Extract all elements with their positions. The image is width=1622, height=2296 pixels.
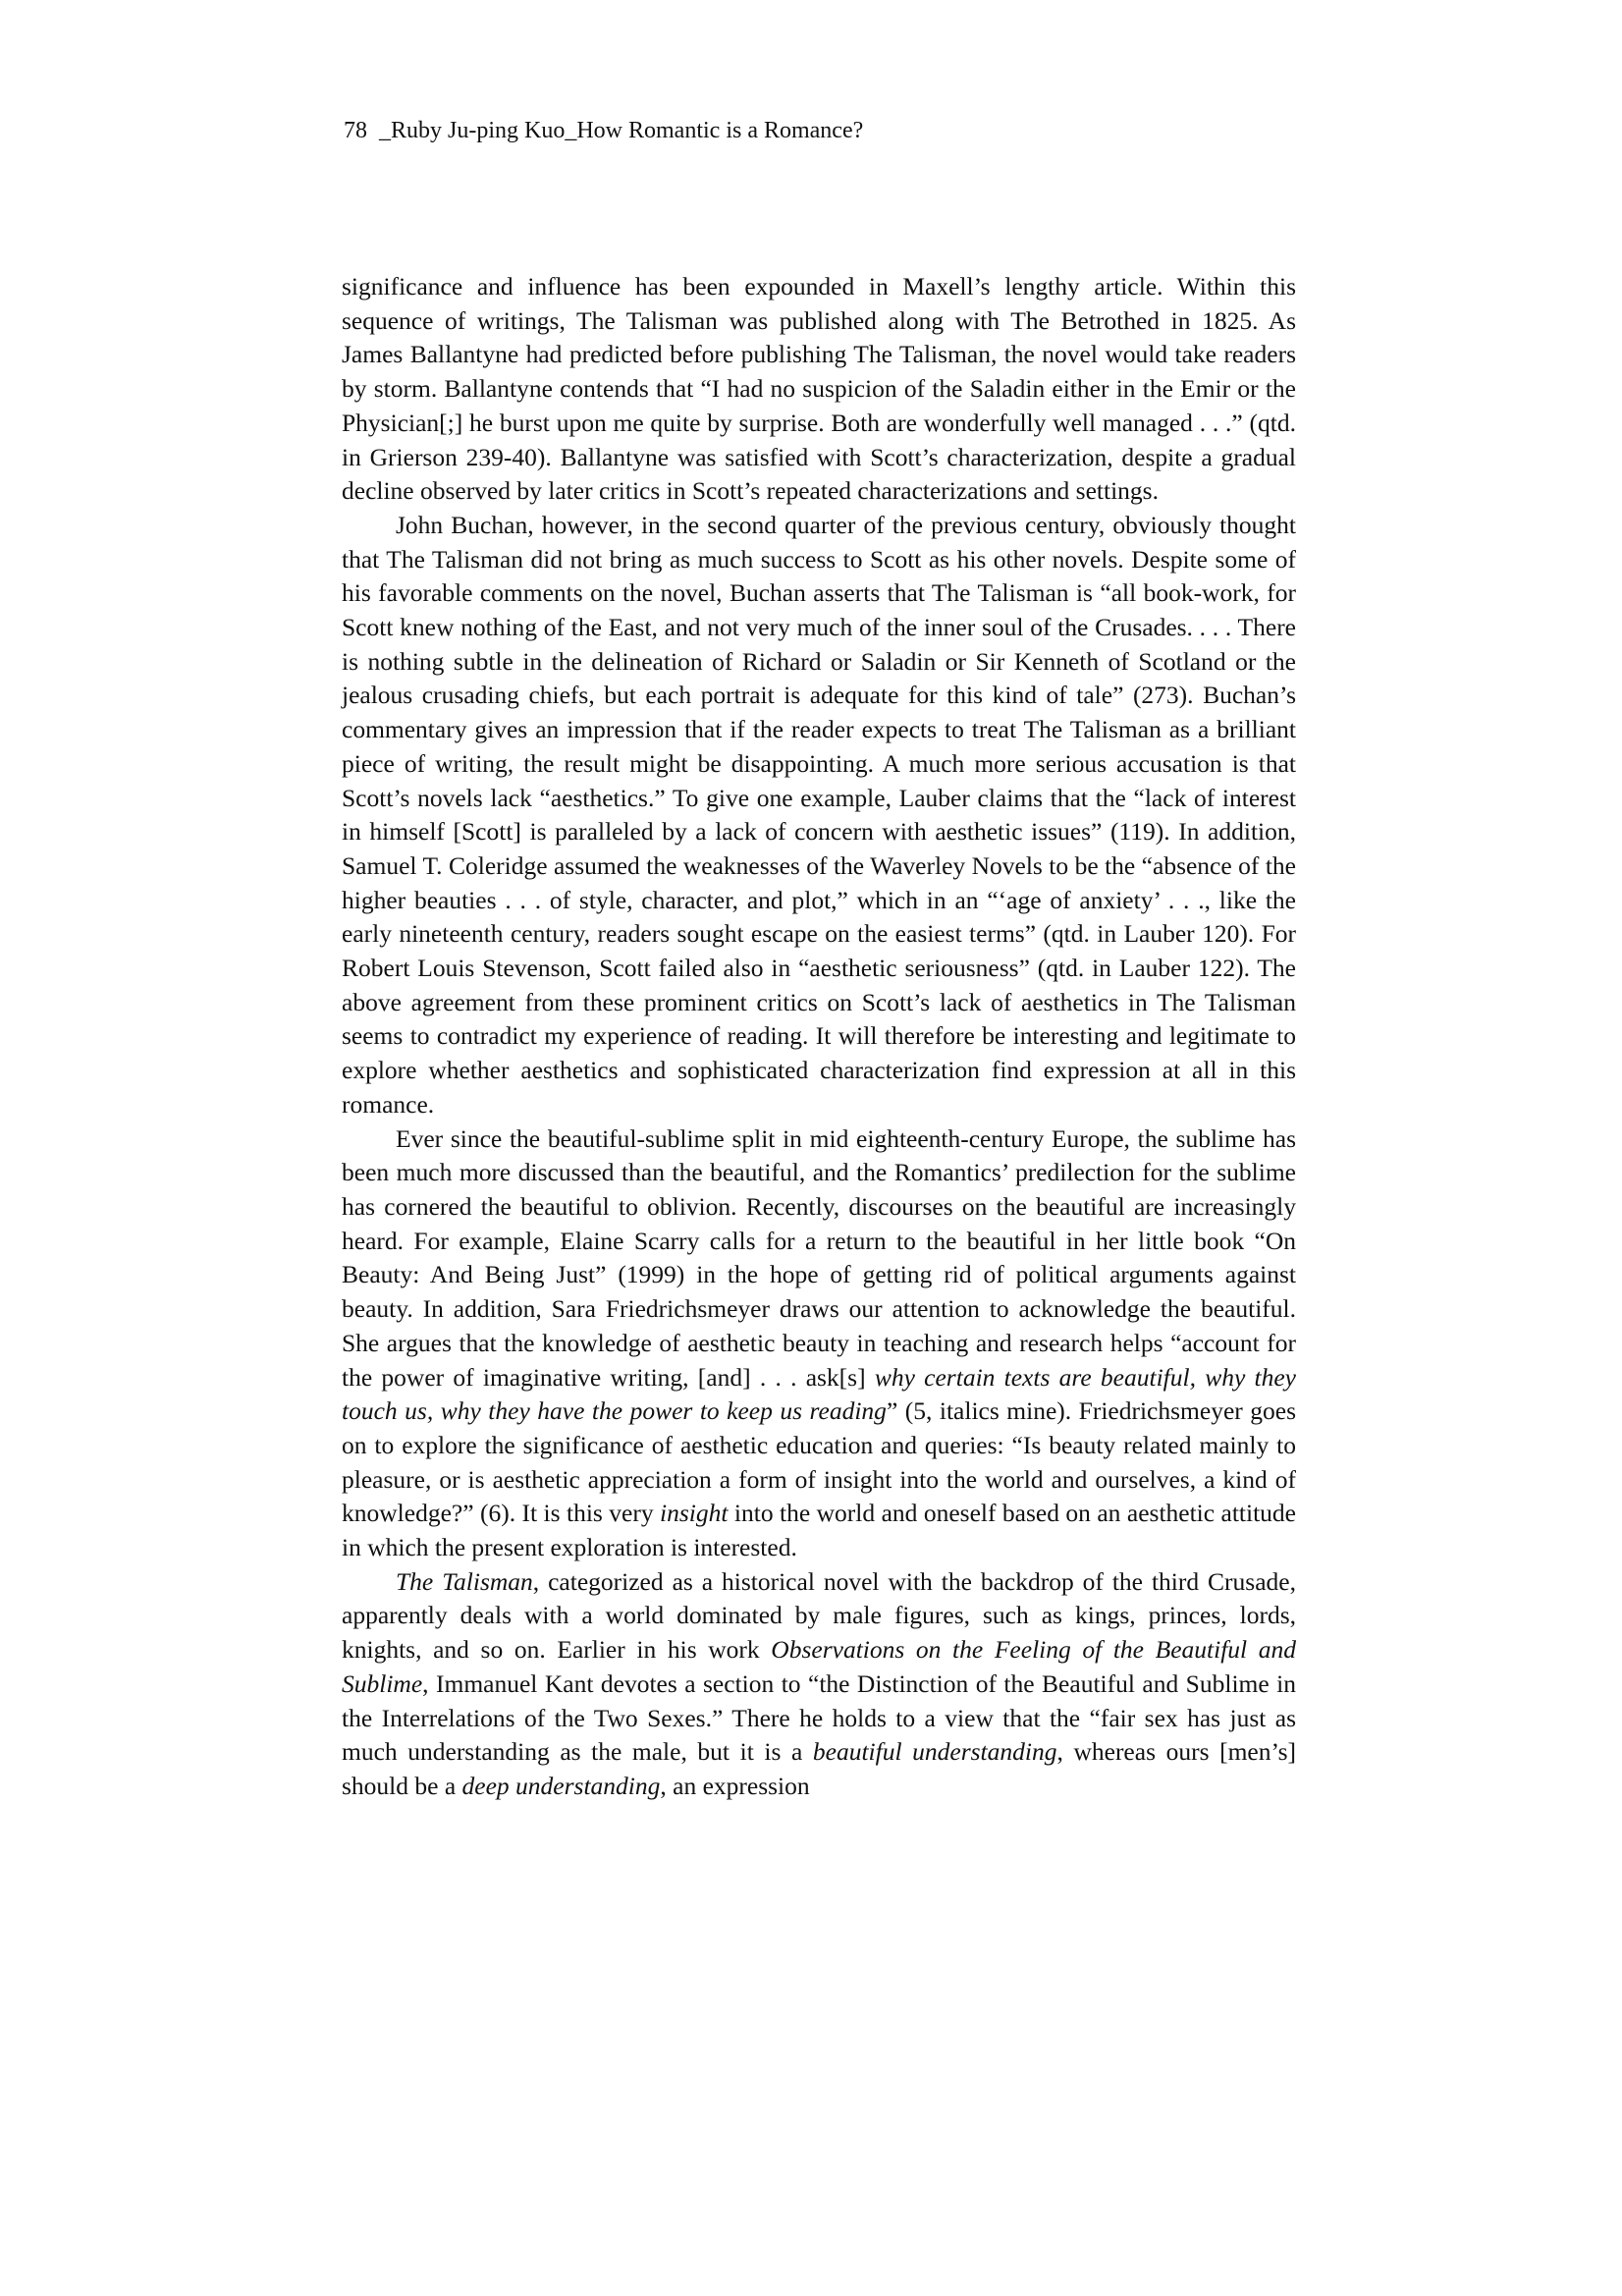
- italic-text: why certain texts are beautiful, why they touch us, why they have the power to keep us reading: [342, 1362, 1296, 1426]
- italic-text: The Talisman: [396, 1566, 533, 1596]
- page-number: 78: [344, 118, 367, 143]
- article-body: [342, 270, 1296, 1804]
- paragraph-text: ” (5, italics mine). Friedrichsmeyer goes on to explore the significance of aesthetic education and queries: “Is beauty related mainly to pleasure, or is aesthetic appreciation a form of insight into the world and ourselves, a kind of knowledge?” (6). It is this very: [342, 1396, 1296, 1528]
- italic-text: beautiful understanding: [812, 1737, 1057, 1767]
- paragraph-text: significance and influence has been expounded in Maxell’s lengthy article. Within this sequence of writings, The Talisman was published along with The Betrothed in 1825. As James Ballantyne had predicted before publishing The Talisman, the novel would take readers by storm. Ballantyne contends that “I had no suspicion of the Saladin either in the Emir or the Physician[;] he burst upon me quite by surprise. Both are wonderfully well managed . . .” (qtd. in Grierson 239-40). Ballantyne was satisfied with Scott’s characterization, despite a gradual decline observed by later critics in Scott’s repeated characterizations and settings.: [342, 272, 1296, 506]
- paragraph-text: , Immanuel Kant devotes a section to “the Distinction of the Beautiful and Sublime in the Interrelations of the Two Sexes.” There he holds to a view that the “fair sex has just as much understanding as the male, but it is a: [342, 1668, 1296, 1767]
- paragraph-text: John Buchan, however, in the second quarter of the previous century, obviously thought that The Talisman did not bring as much success to Scott as his other novels. Despite some of his favorable comments on the novel, Buchan asserts that The Talisman is “all book-work, for Scott knew nothing of the East, and not very much of the inner soul of the Crusades. . . . There is nothing subtle in the delineation of Richard or Saladin or Sir Kenneth of Scotland or the jealous crusading chiefs, but each portrait is adequate for this kind of tale” (273). Buchan’s commentary gives an impression that if the reader expects to treat The Talisman as a brilliant piece of writing, the result might be disappointing. A much more serious accusation is that Scott’s novels lack “aesthetics.” To give one example, Lauber claims that the “lack of interest in himself [Scott] is paralleled by a lack of concern with aesthetic issues” (119). In addition, Samuel T. Coleridge assumed the weaknesses of the Waverley Novels to be the “absence of the higher beauties . . . of style, character, and plot,” which in an “‘age of anxiety’ . . ., like the early nineteenth century, readers sought escape on the easiest terms” (qtd. in Lauber 120). For Robert Louis Stevenson, Scott failed also in “aesthetic seriousness” (qtd. in Lauber 122). The above agreement from these prominent critics on Scott’s lack of aesthetics in The Talisman seems to contradict my experience of reading. It will therefore be interesting and legitimate to explore whether aesthetics and sophisticated characterization find expression at all in this romance.: [342, 510, 1296, 1119]
- paragraph-text: , whereas ours [men’s] should be a: [342, 1737, 1296, 1800]
- body-paragraph: [342, 1565, 1296, 1804]
- italic-text: deep understanding: [461, 1771, 661, 1800]
- paragraph-text: , categorized as a historical novel with the backdrop of the third Crusade, apparently deals with a world dominated by male figures, such as kings, princes, lords, knights, and so on. Earlier in his work: [342, 1566, 1296, 1665]
- running-title: _Ruby Ju-ping Kuo_How Romantic is a Romance?: [379, 118, 864, 143]
- body-paragraph: [342, 270, 1296, 509]
- paragraph-text: into the world and oneself based on an aesthetic attitude in which the present exploration is interested.: [342, 1499, 1296, 1562]
- italic-text: insight: [660, 1499, 729, 1528]
- running-header: [344, 116, 863, 145]
- body-paragraph: [342, 509, 1296, 1122]
- italic-text: Observations on the Feeling of the Beautiful and Sublime: [342, 1635, 1296, 1698]
- paragraph-text: Ever since the beautiful-sublime split in mid eighteenth-century Europe, the sublime has been much more discussed than the beautiful, and the Romantics’ predilection for the sublime has cornered the beautiful to oblivion. Recently, discourses on the beautiful are increasingly heard. For example, Elaine Scarry calls for a return to the beautiful in her little book “On Beauty: And Being Just” (1999) in the hope of getting rid of political arguments against beauty. In addition, Sara Friedrichsmeyer draws our attention to acknowledge the beautiful. She argues that the knowledge of aesthetic beauty in teaching and research helps “account for the power of imaginative writing, [and] . . . ask[s]: [342, 1123, 1296, 1392]
- paragraph-text: , an expression: [660, 1771, 810, 1800]
- body-paragraph: [342, 1122, 1296, 1565]
